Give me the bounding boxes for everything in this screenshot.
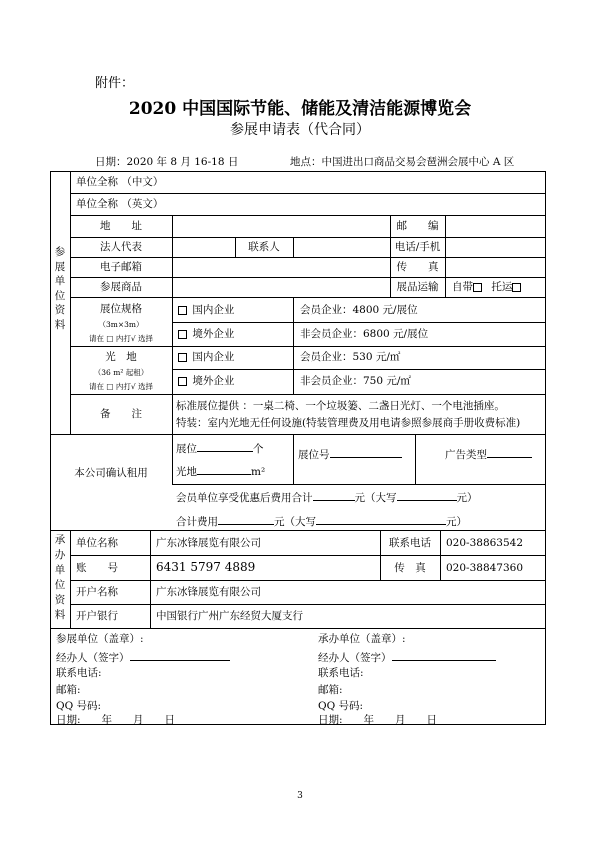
standard-nonmember-price: 非会员企业：6800 元/展位 (300, 328, 429, 340)
rental-confirm-label: 本公司确认租用 (74, 467, 148, 479)
raw-overseas-checkbox[interactable] (178, 377, 187, 386)
total-close: 元） (446, 516, 467, 528)
right-unit-label: 承办单位（盖章）: (318, 633, 406, 645)
transport-label: 展品运输 (396, 281, 439, 293)
org-account-label: 账 号 (76, 562, 118, 574)
email-field[interactable] (173, 258, 389, 276)
space-area-row (176, 464, 265, 478)
org-account-value: 6431 5797 4889 (156, 560, 256, 574)
standard-member-price: 会员企业：4800 元/展位 (300, 304, 418, 316)
total-row (176, 514, 467, 528)
org-holder-value: 广东冰锋展览有限公司 (156, 586, 261, 598)
raw-space-label: 光 地 (105, 351, 137, 363)
fax-field[interactable] (446, 258, 544, 276)
raw-member-price: 会员企业：530 元/㎡ (300, 351, 401, 363)
legal-rep-field[interactable] (173, 238, 234, 256)
raw-overseas-label: 境外企业 (192, 375, 235, 387)
right-qq-label: QQ 号码: (318, 700, 364, 712)
left-tel-label: 联系电话: (56, 667, 102, 679)
left-agent-label: 经办人（签字） (56, 652, 130, 664)
exhibition-location: 地点：中国进出口商品交易会琶洲会展中心 A 区 (290, 156, 515, 168)
right-agent-signature-field[interactable] (392, 650, 496, 661)
member-total-close: 元） (456, 492, 478, 504)
ad-type-field[interactable] (487, 447, 532, 458)
left-unit-label: 参展单位（盖章）: (56, 633, 144, 645)
remarks-label: 备 注 (100, 408, 142, 420)
booth-count-row (176, 441, 264, 455)
org-name-value: 广东冰锋展览有限公司 (156, 537, 261, 549)
address-field[interactable] (173, 216, 389, 236)
document-title: 2020 中国国际节能、储能及清洁能源博览会 (128, 99, 472, 119)
postcode-label: 邮 编 (396, 220, 439, 232)
raw-domestic-option[interactable] (178, 351, 234, 363)
company-name-en-label: 单位全称 （英文） (76, 198, 164, 210)
member-total-field[interactable] (313, 490, 355, 501)
email-label: 电子邮箱 (100, 261, 142, 273)
right-agent-row (318, 650, 496, 664)
booth-count-unit: 个 (253, 443, 264, 455)
booth-no-field[interactable] (330, 447, 402, 458)
space-area-unit: m² (251, 466, 266, 478)
ad-type-row (445, 447, 532, 461)
applicant-section-label: 参展单位资料 (54, 246, 66, 331)
left-qq-label: QQ 号码: (56, 700, 102, 712)
right-date-label: 日期: 年 月 日 (318, 714, 438, 726)
remarks-standard: 标准展位提供 ：一桌二椅、一个垃圾篓、二盏日光灯、一个电池插座。 (176, 400, 505, 412)
raw-space-hint: 请在 □ 内打√ 选择 (88, 382, 154, 391)
self-carry-label: 自带 (452, 281, 473, 293)
standard-domestic-option[interactable] (178, 304, 234, 316)
total-caps-field[interactable] (316, 514, 446, 525)
booth-no-label: 展位号 (298, 449, 330, 461)
transport-options (452, 281, 523, 293)
right-agent-label: 经办人（签字） (318, 652, 392, 664)
standard-booth-hint: 请在 □ 内打√ 选择 (88, 334, 154, 343)
space-area-prefix: 光地 (176, 466, 197, 478)
consign-label: 托运 (491, 281, 513, 293)
total-label: 合计费用 (176, 516, 218, 528)
standard-overseas-option[interactable] (178, 328, 234, 340)
contact-label: 联系人 (248, 241, 280, 253)
page-number: 3 (297, 791, 303, 801)
products-label: 参展商品 (100, 281, 142, 293)
org-tel-value: 020-38863542 (446, 537, 524, 549)
ad-type-label: 广告类型 (445, 449, 487, 461)
booth-count-prefix: 展位 (176, 443, 197, 455)
contact-field[interactable] (294, 238, 389, 256)
left-agent-row (56, 650, 230, 664)
org-fax-value: 020-38847360 (446, 562, 524, 574)
raw-nonmember-price: 非会员企业：750 元/㎡ (300, 375, 411, 387)
org-tel-label: 联系电话 (389, 537, 431, 549)
self-carry-checkbox[interactable] (473, 283, 482, 292)
products-field[interactable] (173, 278, 389, 296)
company-name-cn-label: 单位全称 （中文） (76, 176, 164, 188)
phone-label: 电话/手机 (394, 241, 441, 253)
standard-booth-size: （3m×3m） (98, 320, 144, 329)
space-area-field[interactable] (197, 464, 251, 475)
right-tel-label: 联系电话: (318, 667, 364, 679)
org-name-label: 单位名称 (76, 537, 118, 549)
organizer-section-label: 承办单位资料 (54, 534, 66, 621)
standard-domestic-label: 国内企业 (192, 304, 235, 316)
org-bank-label: 开户银行 (76, 610, 118, 622)
total-caps-label: 元（大写 (274, 516, 316, 528)
member-total-caps-label: 元（大写 (354, 492, 397, 504)
left-mail-label: 邮箱: (56, 684, 81, 696)
booth-count-field[interactable] (197, 441, 253, 452)
raw-space-size: （36 m² 起租） (93, 368, 149, 377)
consign-checkbox[interactable] (512, 283, 521, 292)
left-date-label: 日期: 年 月 日 (56, 714, 176, 726)
attachment-label: 附件： (95, 76, 135, 91)
standard-overseas-label: 境外企业 (192, 328, 235, 340)
member-total-caps-field[interactable] (397, 490, 457, 501)
booth-no-row (298, 447, 402, 461)
left-agent-signature-field[interactable] (130, 650, 230, 661)
org-fax-label: 传 真 (394, 562, 426, 574)
company-name-en-field[interactable] (172, 194, 544, 214)
postcode-field[interactable] (446, 216, 544, 236)
fax-label: 传 真 (396, 261, 439, 273)
phone-field[interactable] (446, 238, 544, 256)
member-total-label: 会员单位享受优惠后费用合计 (176, 492, 313, 504)
document-subtitle: 参展申请表（代合同） (230, 122, 370, 138)
raw-overseas-option[interactable] (178, 375, 234, 387)
company-name-cn-field[interactable] (172, 172, 544, 192)
org-holder-label: 开户名称 (76, 586, 118, 598)
address-label: 地 址 (100, 220, 142, 232)
raw-domestic-label: 国内企业 (192, 351, 235, 363)
exhibition-date: 日期：2020 年 8 月 16-18 日 (95, 156, 239, 168)
raw-domestic-checkbox[interactable] (178, 353, 187, 362)
standard-domestic-checkbox[interactable] (178, 306, 187, 315)
legal-rep-label: 法人代表 (100, 241, 142, 253)
org-bank-value: 中国银行广州广东经贸大厦支行 (156, 610, 303, 622)
right-mail-label: 邮箱: (318, 684, 343, 696)
standard-overseas-checkbox[interactable] (178, 330, 187, 339)
total-field[interactable] (218, 514, 274, 525)
remarks-special: 特装：室内光地无任何设施(特装管理费及用电请参照参展商手册收费标准) (176, 417, 521, 429)
member-total-row (176, 490, 478, 504)
standard-booth-label: 展位规格 (100, 303, 142, 315)
